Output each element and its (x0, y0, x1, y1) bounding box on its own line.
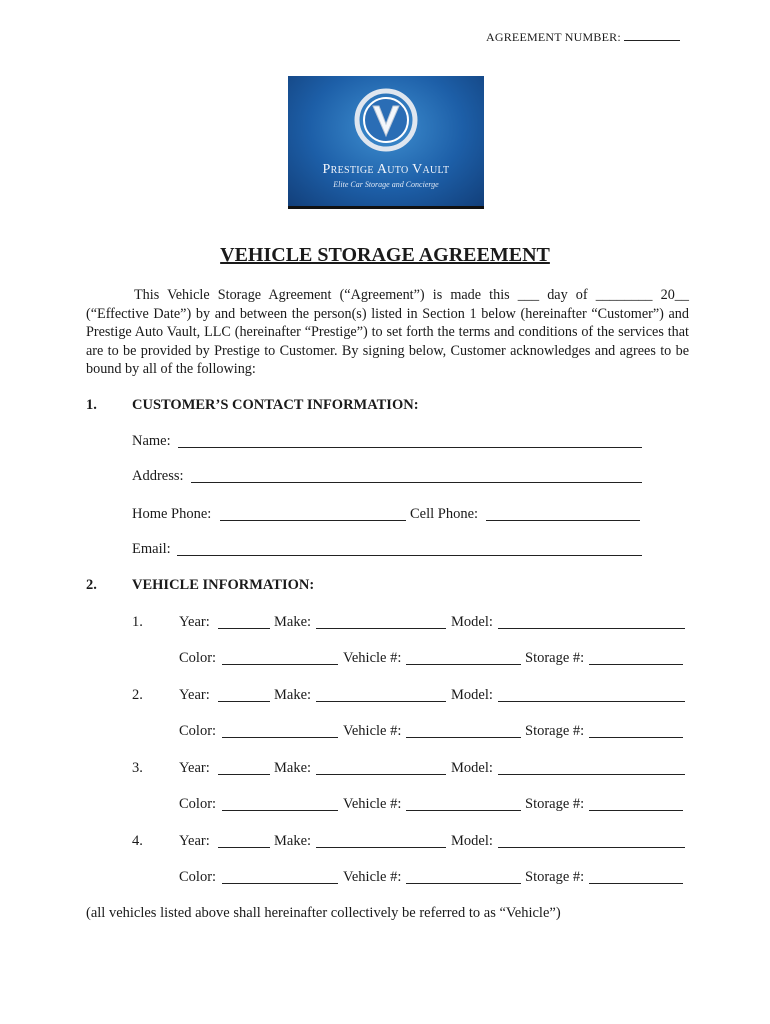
vehicle-1-year-field[interactable] (218, 628, 270, 629)
agreement-number (486, 28, 680, 45)
vehicle-3-vehicle-no-label: Vehicle #: (343, 796, 402, 812)
vehicle-4-model-field[interactable] (498, 847, 685, 848)
v-emblem-icon (353, 86, 419, 158)
address-label: Address: (132, 468, 184, 484)
vehicle-2-make-field[interactable] (316, 701, 446, 702)
section-2-number: 2. (86, 577, 97, 593)
vehicle-4-vehicle-no-field[interactable] (406, 883, 521, 884)
vehicle-2-vehicle-no-label: Vehicle #: (343, 723, 402, 739)
vehicle-2-year-field[interactable] (218, 701, 270, 702)
agreement-number-label: AGREEMENT NUMBER: (486, 30, 621, 44)
vehicle-4-make-label: Make: (274, 833, 312, 849)
vehicle-1-model-field[interactable] (498, 628, 685, 629)
vehicle-3-model-field[interactable] (498, 774, 685, 775)
section-1-number: 1. (86, 397, 97, 413)
vehicle-3-make-field[interactable] (316, 774, 446, 775)
vehicle-2-storage-no-label: Storage #: (525, 723, 585, 739)
vehicle-1-color-label: Color: (179, 650, 217, 666)
cell-phone-field[interactable] (486, 520, 640, 521)
vehicle-1-index: 1. (132, 614, 143, 630)
vehicle-4-color-field[interactable] (222, 883, 338, 884)
name-label: Name: (132, 433, 171, 449)
home-phone-field[interactable] (220, 520, 406, 521)
section-1-title: CUSTOMER’S CONTACT INFORMATION: (132, 397, 419, 413)
vehicle-2-color-field[interactable] (222, 737, 338, 738)
vehicle-4-vehicle-no-label: Vehicle #: (343, 869, 402, 885)
agreement-number-field[interactable] (624, 28, 680, 41)
vehicle-4-model-label: Model: (451, 833, 493, 849)
home-phone-label: Home Phone: (132, 506, 212, 522)
vehicle-3-color-field[interactable] (222, 810, 338, 811)
vehicle-1-storage-no-label: Storage #: (525, 650, 585, 666)
vehicle-3-index: 3. (132, 760, 143, 776)
vehicle-3-make-label: Make: (274, 760, 312, 776)
vehicle-2-index: 2. (132, 687, 143, 703)
vehicle-1-color-field[interactable] (222, 664, 338, 665)
vehicle-1-model-label: Model: (451, 614, 493, 630)
vehicle-4-year-label: Year: (179, 833, 210, 849)
vehicle-3-color-label: Color: (179, 796, 217, 812)
email-label: Email: (132, 541, 171, 557)
vehicle-2-model-label: Model: (451, 687, 493, 703)
email-field[interactable] (177, 555, 642, 556)
logo-tagline: Elite Car Storage and Concierge (333, 180, 439, 189)
vehicle-4-color-label: Color: (179, 869, 217, 885)
vehicle-1-year-label: Year: (179, 614, 210, 630)
vehicle-3-year-field[interactable] (218, 774, 270, 775)
vehicle-1-vehicle-no-field[interactable] (406, 664, 521, 665)
document-title: VEHICLE STORAGE AGREEMENT (220, 244, 550, 266)
name-field[interactable] (178, 447, 642, 448)
vehicle-3-model-label: Model: (451, 760, 493, 776)
vehicle-4-year-field[interactable] (218, 847, 270, 848)
vehicle-3-vehicle-no-field[interactable] (406, 810, 521, 811)
address-field[interactable] (191, 482, 642, 483)
vehicle-2-color-label: Color: (179, 723, 217, 739)
vehicle-1-make-field[interactable] (316, 628, 446, 629)
cell-phone-label: Cell Phone: (410, 506, 479, 522)
vehicle-4-make-field[interactable] (316, 847, 446, 848)
vehicle-3-storage-no-label: Storage #: (525, 796, 585, 812)
vehicle-4-index: 4. (132, 833, 143, 849)
vehicle-1-make-label: Make: (274, 614, 312, 630)
section-2-title: VEHICLE INFORMATION: (132, 577, 315, 593)
vehicle-2-make-label: Make: (274, 687, 312, 703)
logo-company-name: Prestige Auto Vault (322, 162, 450, 177)
vehicle-3-year-label: Year: (179, 760, 210, 776)
company-logo (288, 76, 484, 209)
vehicle-4-storage-no-field[interactable] (589, 883, 683, 884)
vehicle-1-storage-no-field[interactable] (589, 664, 683, 665)
vehicle-4-storage-no-label: Storage #: (525, 869, 585, 885)
vehicle-2-model-field[interactable] (498, 701, 685, 702)
vehicle-definition-note: (all vehicles listed above shall hereinafter collectively be referred to as “Vehicle”) (86, 905, 561, 921)
intro-text: This Vehicle Storage Agreement (“Agreement”) is made this ___ day of ________ 20__ (“Effective Date”) by and between the person(s) listed in Section 1 below (hereinafter “Customer”) and Prestige Auto Vault, LLC (hereinafter “Prestige”) to set forth the terms and conditions of the services that are to be provided by Prestige to Customer. By signing below, Customer acknowledges and agrees to be bound by all of the following: (86, 287, 689, 377)
vehicle-2-vehicle-no-field[interactable] (406, 737, 521, 738)
vehicle-2-storage-no-field[interactable] (589, 737, 683, 738)
intro-paragraph (86, 286, 689, 379)
vehicle-3-storage-no-field[interactable] (589, 810, 683, 811)
vehicle-2-year-label: Year: (179, 687, 210, 703)
vehicle-1-vehicle-no-label: Vehicle #: (343, 650, 402, 666)
